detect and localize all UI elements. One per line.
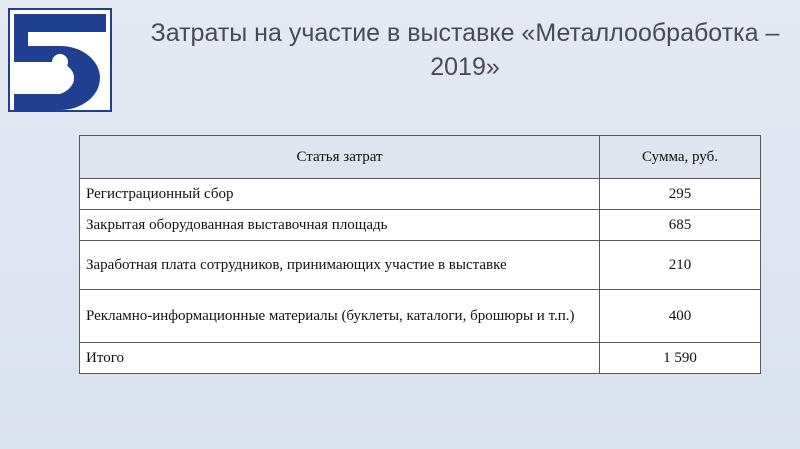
- column-header-amount: Сумма, руб.: [600, 136, 761, 179]
- company-logo: [8, 8, 112, 112]
- cost-amount: 295: [600, 179, 761, 210]
- cost-item: Рекламно-информационные материалы (буклеты, каталоги, брошюры и т.п.): [80, 290, 600, 343]
- table-row: [80, 290, 761, 343]
- cost-item: Закрытая оборудованная выставочная площадь: [80, 210, 600, 241]
- total-amount: 1 590: [600, 343, 761, 374]
- table-header-row: [80, 136, 761, 179]
- total-label: Итого: [80, 343, 600, 374]
- cost-item: Заработная плата сотрудников, принимающих участие в выставке: [80, 241, 600, 290]
- table-row: [80, 210, 761, 241]
- total-row: [80, 343, 761, 374]
- cost-amount: 400: [600, 290, 761, 343]
- column-header-item: Статья затрат: [80, 136, 600, 179]
- cost-item: Регистрационный сбор: [80, 179, 600, 210]
- slide-title: Затраты на участие в выставке «Металлообработка – 2019»: [150, 19, 780, 81]
- costs-table: [79, 135, 761, 374]
- cost-amount: 685: [600, 210, 761, 241]
- cost-amount: 210: [600, 241, 761, 290]
- logo-graphic: [8, 8, 112, 112]
- table-row: [80, 241, 761, 290]
- table-row: [80, 179, 761, 210]
